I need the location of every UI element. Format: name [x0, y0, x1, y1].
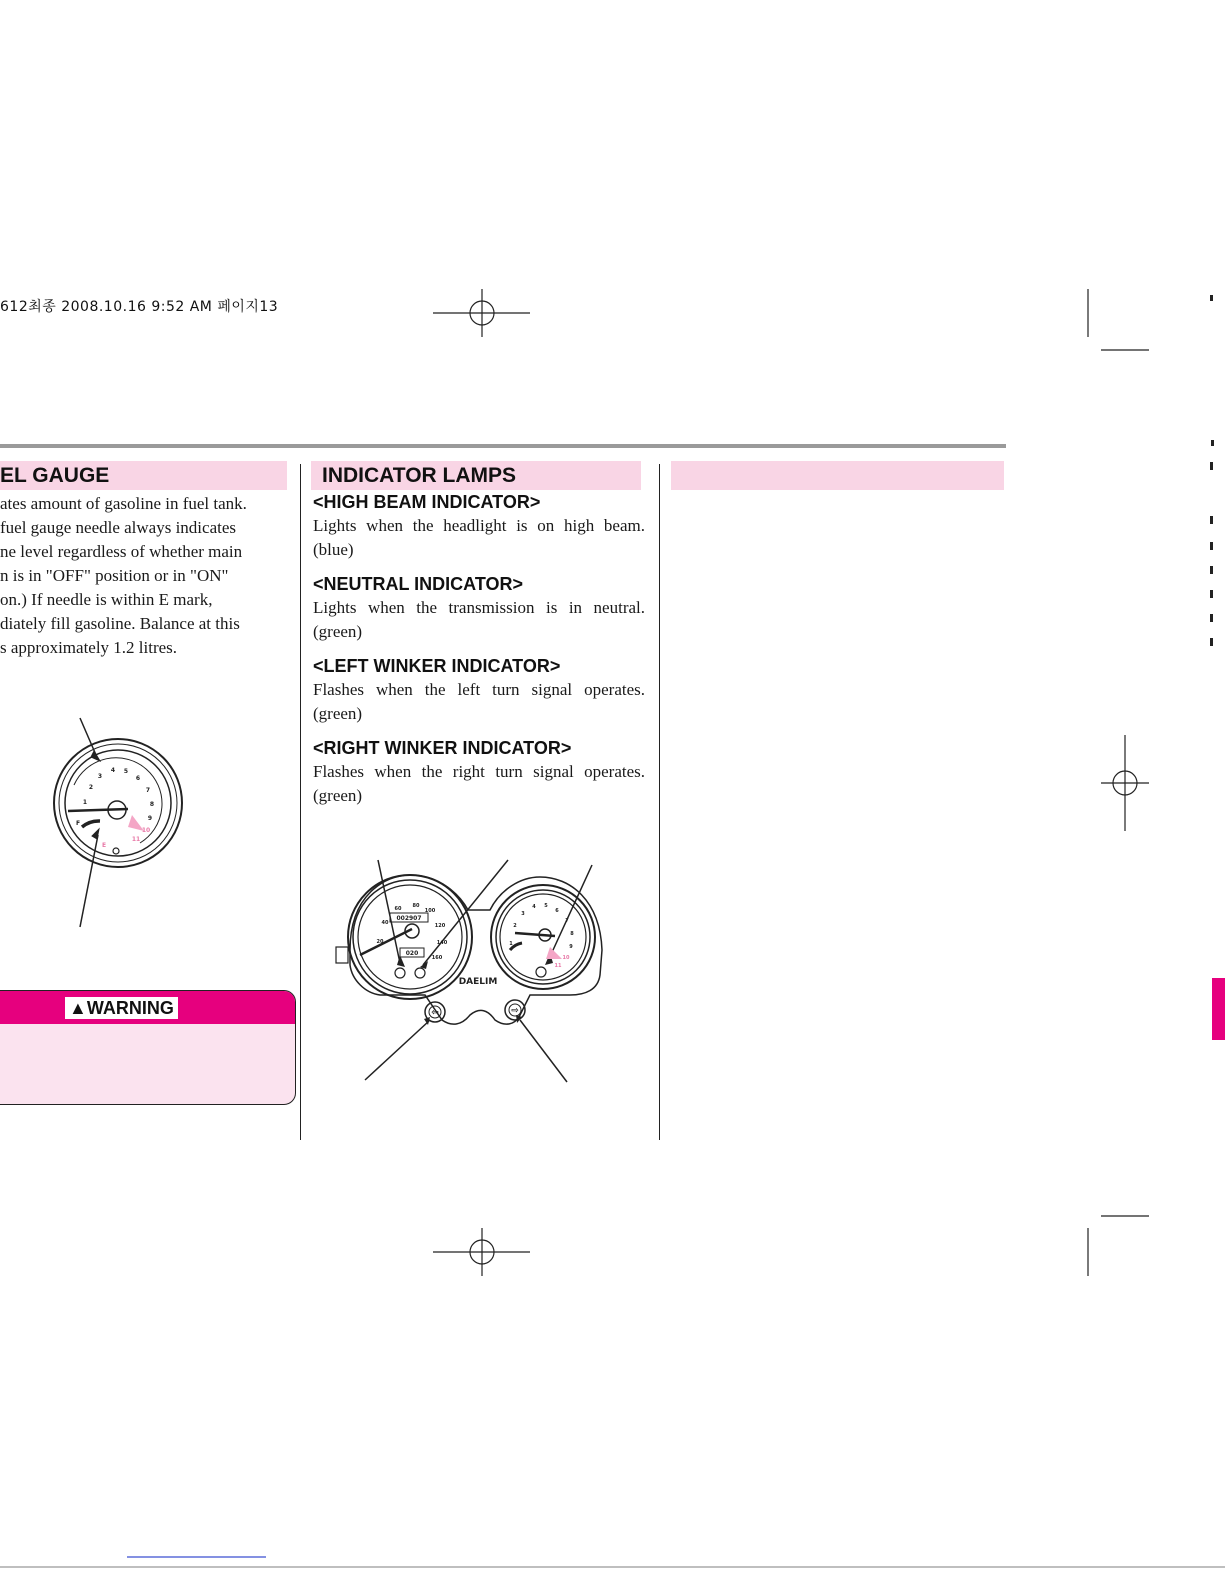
- high-beam-text: Lights when the headlight is on high beam. (blue): [313, 516, 645, 559]
- speedo-tick-label: 80: [412, 903, 420, 909]
- tacho-tick-label: 5: [123, 768, 129, 775]
- tacho-tick-label: 1: [509, 941, 513, 947]
- fuel-empty-label: E: [101, 842, 107, 849]
- text-line: on.) If needle is within E mark,: [0, 590, 213, 609]
- high-beam-title: <HIGH BEAM INDICATOR>: [313, 492, 541, 512]
- tacho-tick-label: 9: [147, 815, 153, 822]
- tacho-tick-label: 5: [544, 903, 548, 909]
- warning-box: [0, 990, 296, 1105]
- tacho-tick-label: 4: [532, 904, 536, 910]
- tacho-tick-label: 2: [88, 784, 94, 791]
- speedo-tick-label: 100: [424, 908, 436, 914]
- neutral-title: <NEUTRAL INDICATOR>: [313, 574, 524, 594]
- warning-header: [0, 991, 295, 1024]
- instrument-cluster-figure: [330, 855, 620, 1085]
- speedo-tick-label: 20: [376, 939, 384, 945]
- speedo-tick-label: 60: [394, 906, 402, 912]
- fuel-full-label: F: [75, 820, 81, 827]
- neutral-lamp: [395, 968, 405, 978]
- column-divider: [659, 464, 660, 1140]
- leader-line: [365, 1021, 429, 1080]
- registration-mark-top: [433, 289, 530, 337]
- indicator-lamps-heading: INDICATOR LAMPS: [322, 464, 517, 487]
- warning-label: WARNING: [86, 998, 174, 1018]
- brand-logo: DAELIM: [458, 977, 498, 987]
- tacho-tick-label: 7: [565, 918, 569, 924]
- column-divider: [300, 464, 301, 1140]
- high-beam-lamp: [415, 968, 425, 978]
- text-line: diately fill gasoline. Balance at this: [0, 614, 240, 633]
- tacho-tick-label: 8: [149, 801, 155, 808]
- text-line: ates amount of gasoline in fuel tank.: [0, 494, 247, 513]
- left-arrow-icon: ⇦: [431, 1008, 439, 1018]
- registration-mark-right: [1101, 735, 1149, 831]
- tacho-needle: [515, 933, 555, 936]
- registration-mark-bottom: [433, 1228, 530, 1276]
- speedo-tick-label: 160: [431, 955, 443, 961]
- right-arrow-icon: ⇨: [511, 1006, 519, 1016]
- fuel-gauge-heading: EL GAUGE: [0, 464, 110, 487]
- neutral-text: Lights when the transmission is in neutral. (green): [313, 598, 645, 641]
- odometer-readout: 002907: [396, 915, 422, 922]
- tacho-tick-label: 1: [82, 799, 88, 806]
- leader-line: [520, 1020, 567, 1082]
- tripmeter-readout: 020: [405, 950, 419, 957]
- warning-title: [65, 997, 178, 1019]
- right-winker-title: <RIGHT WINKER INDICATOR>: [313, 738, 572, 758]
- edge-fragments: [1210, 295, 1225, 1040]
- cluster-housing: [350, 875, 602, 1024]
- text-line: s approximately 1.2 litres.: [0, 638, 178, 657]
- warning-triangle-icon: ▲: [69, 998, 87, 1018]
- speedo-tick-label: 140: [436, 940, 448, 946]
- text-line: fuel gauge needle always indicates: [0, 518, 237, 537]
- fuel-gauge-figure: [40, 715, 200, 930]
- tacho-tick-label: 3: [97, 773, 103, 780]
- tacho-tick-label: 8: [570, 931, 574, 937]
- tacho-tick-label: 4: [110, 767, 116, 774]
- tacho-tick-label: 6: [555, 908, 559, 914]
- text-line: ne level regardless of whether main: [0, 542, 243, 561]
- leader-line: [80, 835, 98, 927]
- fuel-gauge-text: [0, 492, 288, 660]
- text-line: n is in "OFF" position or in "ON": [0, 566, 229, 585]
- top-rule: [0, 444, 1006, 448]
- tacho-tick-label: 6: [135, 775, 141, 782]
- left-winker-text: Flashes when the left turn signal operates. (green): [313, 680, 645, 723]
- tacho-tick-label: 10: [141, 827, 151, 834]
- fuel-gauge-heading-band: [0, 461, 287, 490]
- tacho-tick-label: 2: [513, 923, 517, 929]
- indicator-lamps-heading-band: [311, 461, 641, 490]
- speedo-tick-label: 120: [434, 923, 446, 929]
- tacho-tick-label: 3: [521, 911, 525, 917]
- tacho-tick-label: 11: [554, 963, 562, 969]
- tacho-tick-label: 9: [569, 944, 573, 950]
- right-winker-text: Flashes when the right turn signal operates. (green): [313, 762, 645, 805]
- speedo-needle: [360, 929, 412, 955]
- print-slug: 612최종 2008.10.16 9:52 AM 페이지13: [0, 299, 279, 315]
- speedo-tick-label: 40: [381, 920, 389, 926]
- right-column-heading-band: [671, 461, 1004, 490]
- left-winker-title: <LEFT WINKER INDICATOR>: [313, 656, 561, 676]
- tacho-tick-label: 11: [131, 836, 141, 843]
- tacho-needle: [68, 809, 128, 811]
- tacho-tick-label: 7: [145, 787, 151, 794]
- right-column-heading: [671, 464, 682, 487]
- tacho-tick-label: 10: [562, 955, 570, 961]
